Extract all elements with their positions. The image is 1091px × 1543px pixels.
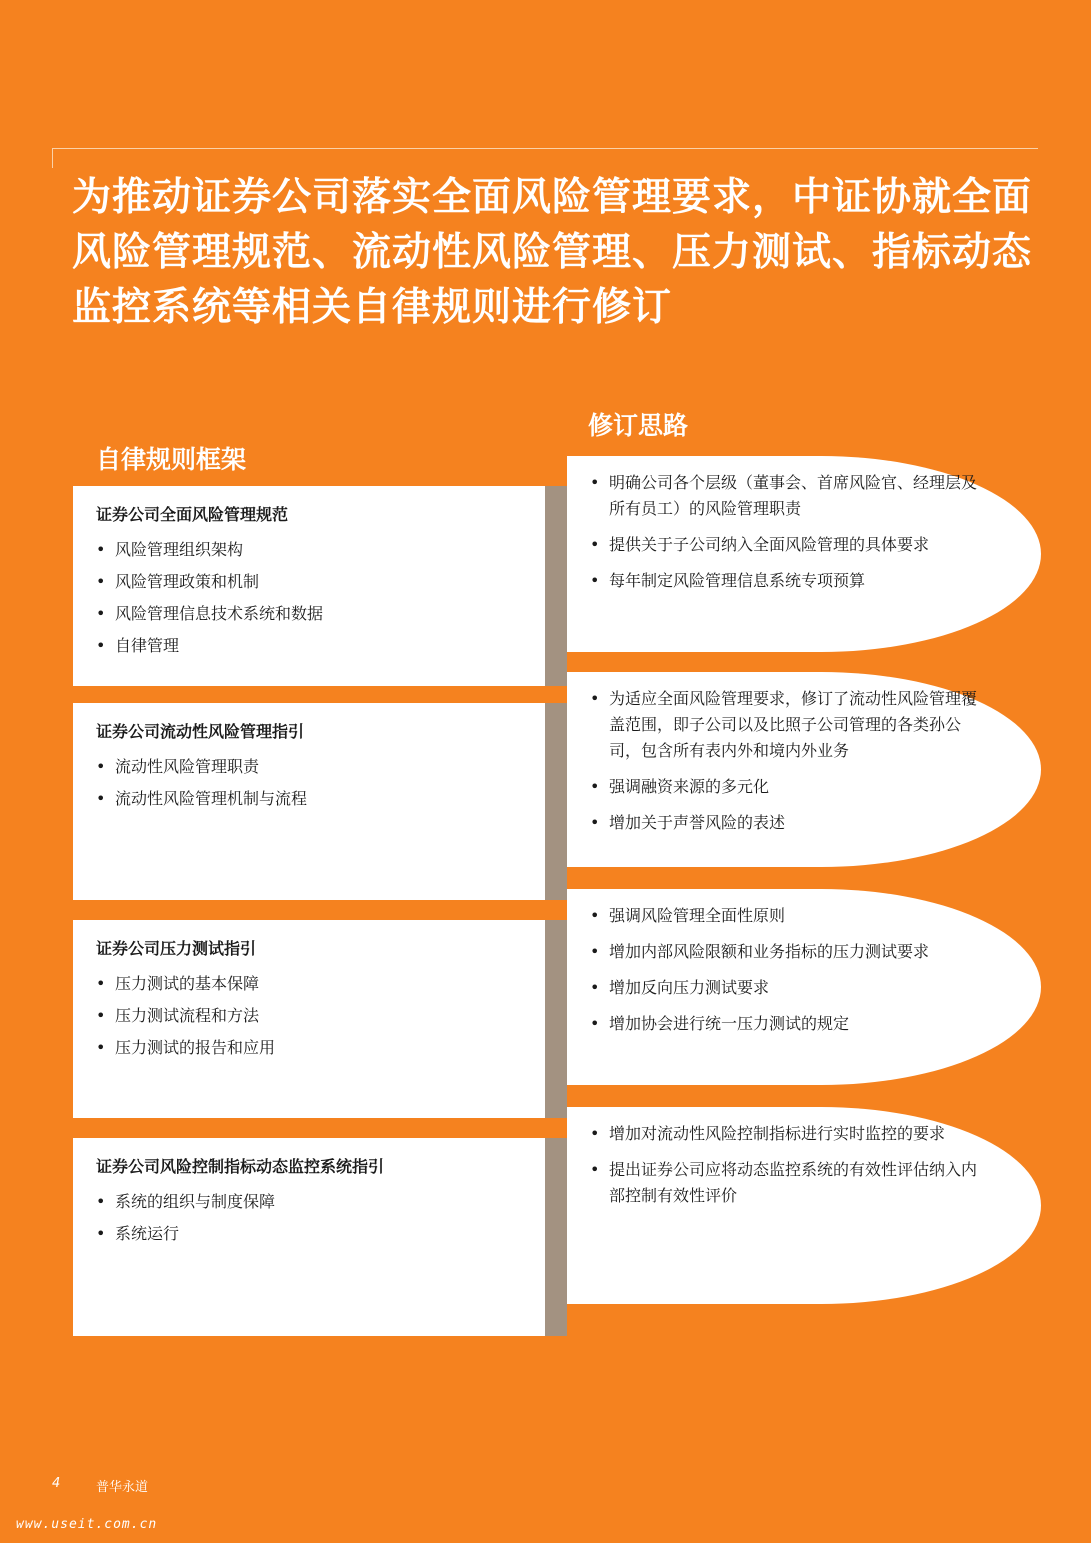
list-item: • 风险管理组织架构 [96,538,545,562]
list-item: • 每年制定风险管理信息系统专项预算 [590,568,981,594]
framework-box-shadow [545,1138,567,1336]
framework-title: 证券公司压力测试指引 [96,939,257,958]
list-item: • 为适应全面风险管理要求，修订了流动性风险管理覆盖范围，即子公司以及比照子公司管理的各类孙公司，包含所有表内外和境内外业务 [590,686,981,764]
revision-box [567,456,1041,652]
list-item: • 明确公司各个层级（董事会、首席风险官、经理层及所有员工）的风险管理职责 [590,470,981,522]
list-item: • 流动性风险管理职责 [96,755,545,779]
list-item: • 系统运行 [96,1222,545,1246]
revision-list [590,686,981,836]
framework-box [73,920,545,1118]
revision-box [567,672,1041,867]
framework-box-shadow [545,486,567,686]
framework-list [96,755,545,811]
list-item: • 系统的组织与制度保障 [96,1190,545,1214]
list-item: • 增加关于声誉风险的表述 [590,810,981,836]
list-item: • 压力测试的报告和应用 [96,1036,545,1060]
framework-title: 证券公司流动性风险管理指引 [96,722,305,741]
revision-heading: 修订思路 [588,411,689,440]
revision-list [590,470,981,594]
list-item: • 增加反向压力测试要求 [590,975,981,1001]
revision-list [590,1121,981,1209]
revision-box [567,889,1041,1085]
revision-box [567,1107,1041,1304]
list-item: • 增加协会进行统一压力测试的规定 [590,1011,981,1037]
footer-brand: 普华永道 [96,1480,149,1495]
framework-box [73,703,545,900]
revision-list [590,903,981,1037]
list-item: • 风险管理政策和机制 [96,570,545,594]
title-rule-tick [52,148,53,168]
watermark: www.useit.com.cn [16,1517,158,1532]
list-item: • 增加内部风险限额和业务指标的压力测试要求 [590,939,981,965]
list-item: • 流动性风险管理机制与流程 [96,787,545,811]
framework-title: 证券公司风险控制指标动态监控系统指引 [96,1157,385,1176]
framework-box [73,1138,545,1336]
framework-list [96,972,545,1060]
framework-title: 证券公司全面风险管理规范 [96,505,289,524]
page-title: 为推动证券公司落实全面风险管理要求，中证协就全面风险管理规范、流动性风险管理、压力测试、指标动态监控系统等相关自律规则进行修订 [72,174,1033,330]
list-item: • 提出证券公司应将动态监控系统的有效性评估纳入内部控制有效性评价 [590,1157,981,1209]
list-item: • 风险管理信息技术系统和数据 [96,602,545,626]
list-item: • 强调融资来源的多元化 [590,774,981,800]
framework-list [96,1190,545,1246]
list-item: • 自律管理 [96,634,545,658]
list-item: • 压力测试的基本保障 [96,972,545,996]
framework-box-shadow [545,703,567,900]
list-item: • 增加对流动性风险控制指标进行实时监控的要求 [590,1121,981,1147]
list-item: • 压力测试流程和方法 [96,1004,545,1028]
framework-box [73,486,545,686]
list-item: • 强调风险管理全面性原则 [590,903,981,929]
framework-heading: 自律规则框架 [96,445,247,474]
list-item: • 提供关于子公司纳入全面风险管理的具体要求 [590,532,981,558]
framework-list [96,538,545,658]
page-number: 4 [52,1476,61,1491]
title-rule [52,148,1038,149]
framework-box-shadow [545,920,567,1118]
